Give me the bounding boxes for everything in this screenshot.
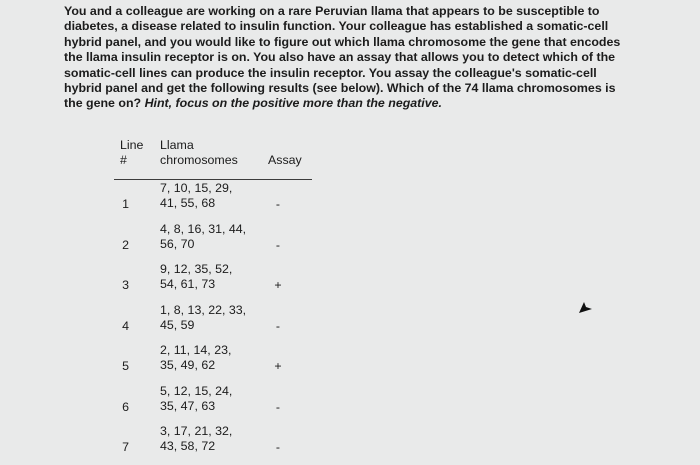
assay-result: - [275,197,281,211]
line-number: 4 [122,318,129,333]
hybrid-panel-table [112,138,312,454]
header-assay: Assay [268,153,302,167]
question-hint: Hint, focus on the positive more than the negative. [144,96,442,111]
table-row [112,303,312,344]
line-number: 2 [122,237,129,252]
assay-result: - [275,399,281,414]
question-text: You and a colleague are working on a rare Peruvian llama that appears to be susceptible to diabetes, a disease related to insulin function. Your colleague has established a somatic-cell hybrid panel, and you would like to figure out which llama chromosome the gene that encodes the llama insulin receptor is on. You also have an assay that allows you to detect which of the somatic-cell lines can produce the insulin receptor. You assay the colleague's somatic-cell hybrid panel and get the following results (see below). Which of the 74 llama chromosomes is the gene on? [64,4,621,111]
header-llama: Llama [160,138,194,152]
line-number: 3 [122,278,129,292]
assay-result: - [275,318,281,333]
table-body [112,181,312,465]
chromosome-list: 7, 10, 15, 29, 41, 55, 68 [160,181,233,210]
mouse-cursor-icon [577,301,593,317]
table-header [112,138,312,176]
chromosome-list: 9, 12, 35, 52, 54, 61, 73 [160,262,233,291]
line-number: 7 [122,440,129,454]
table-row [112,384,312,425]
line-number: 1 [122,197,129,211]
chromosome-list: 3, 17, 21, 32, 43, 58, 72 [160,424,233,453]
question-paragraph [64,4,624,112]
assay-result: + [274,278,282,292]
chromosome-list: 2, 11, 14, 23, 35, 49, 62 [160,343,232,372]
table-row [112,424,312,465]
table-row [112,343,312,384]
line-number: 5 [122,359,129,373]
header-chromosomes: chromosomes [160,153,238,167]
header-line: Line [120,138,144,152]
assay-result: - [275,440,281,454]
table-row [112,181,312,222]
assay-result: + [274,359,282,373]
header-line-number: # [120,153,127,167]
chromosome-list: 4, 8, 16, 31, 44, 56, 70 [160,221,247,251]
assay-result: - [275,237,281,252]
chromosome-list: 1, 8, 13, 22, 33, 45, 59 [160,302,247,332]
chromosome-list: 5, 12, 15, 24, 35, 47, 63 [160,383,233,413]
table-row [112,262,312,303]
table-row [112,222,312,263]
line-number: 6 [122,399,129,414]
